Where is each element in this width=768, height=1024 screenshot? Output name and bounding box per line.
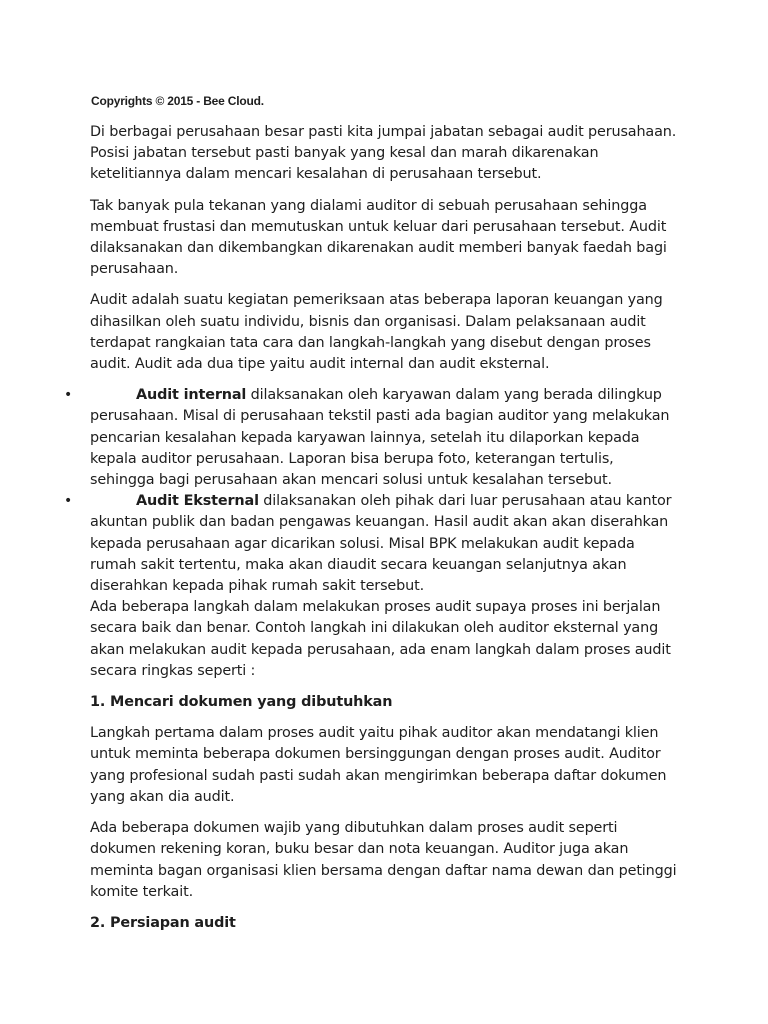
desc-audit-eksternal: dilaksanakan oleh pihak dari luar perusahaan atau kantor akuntan publik dan badan pengawas keuangan. Hasil audit akan akan diserahkan kepada perusahaan agar dicarikan solusi. Misal BPK melakukan audit kepada rumah sakit tertentu, maka akan diaudit secara keuangan selanjutnya akan diserahkan kepada pihak rumah sakit tersebut.: [90, 493, 672, 595]
intro-paragraph-2: Tak banyak pula tekanan yang dialami auditor di sebuah perusahaan sehingga membuat frustasi dan memutuskan untuk keluar dari perusahaan tersebut. Audit dilaksanakan dan dikembangkan dikarenakan audit memberi banyak faedah bagi perusahaan.: [90, 197, 667, 278]
section-heading-2: 2. Persiapan audit: [90, 914, 236, 931]
section1-paragraph-1: Langkah pertama dalam proses audit yaitu pihak auditor akan mendatangi klien untuk meminta beberapa dokumen bersinggungan dengan proses audit. Auditor yang profesional sudah pasti sudah akan mengirimkan beberapa daftar dokumen yang akan dia audit.: [90, 725, 667, 805]
intro-paragraph-1: Di berbagai perusahaan besar pasti kita jumpai jabatan sebagai audit perusahaan. Posisi jabatan tersebut pasti banyak yang kesal dan marah dikarenakan ketelitiannya dalam mencari kesalahan di perusahaan tersebut.: [90, 124, 677, 183]
section-heading-1: 1. Mencari dokumen yang dibutuhkan: [90, 694, 393, 711]
audit-types-list: [64, 385, 680, 597]
steps-intro-paragraph: Ada beberapa langkah dalam melakukan proses audit supaya proses ini berjalan secara baik dan benar. Contoh langkah ini dilakukan oleh auditor eksternal yang akan melakukan audit kepada perusahaan, ada enam langkah dalam proses audit secara ringkas seperti :: [90, 599, 671, 679]
list-item-audit-internal: [64, 385, 680, 491]
intro-paragraph-3: Audit adalah suatu kegiatan pemeriksaan atas beberapa laporan keuangan yang dihasilkan oleh suatu individu, bisnis dan organisasi. Dalam pelaksanaan audit terdapat rangkaian tata cara dan langkah-langkah yang disebut dengan proses audit. Audit ada dua tipe yaitu audit internal dan audit eksternal.: [90, 292, 663, 373]
bullet-icon: •: [64, 493, 73, 510]
bullet-icon: •: [64, 387, 73, 404]
section1-paragraph-2: Ada beberapa dokumen wajib yang dibutuhkan dalam proses audit seperti dokumen rekening koran, buku besar dan nota keuangan. Auditor juga akan meminta bagan organisasi klien bersama dengan daftar nama dewan dan petinggi komite terkait.: [90, 820, 677, 900]
copyright-notice: Copyrights © 2015 - Bee Cloud.: [91, 94, 264, 108]
desc-audit-internal: dilaksanakan oleh karyawan dalam yang berada dilingkup perusahaan. Misal di perusahaan tekstil pasti ada bagian auditor yang melakukan pencarian kesalahan kepada karyawan lainnya, setelah itu dilaporkan kepada kepala auditor perusahaan. Laporan bisa berupa foto, keterangan tertulis, sehingga bagi perusahaan akan mencari solusi untuk kesalahan tersebut.: [90, 387, 670, 489]
article-body: [64, 122, 680, 944]
term-audit-internal: Audit internal: [136, 387, 247, 404]
list-item-audit-eksternal: [64, 491, 680, 597]
term-audit-eksternal: Audit Eksternal: [136, 493, 259, 510]
